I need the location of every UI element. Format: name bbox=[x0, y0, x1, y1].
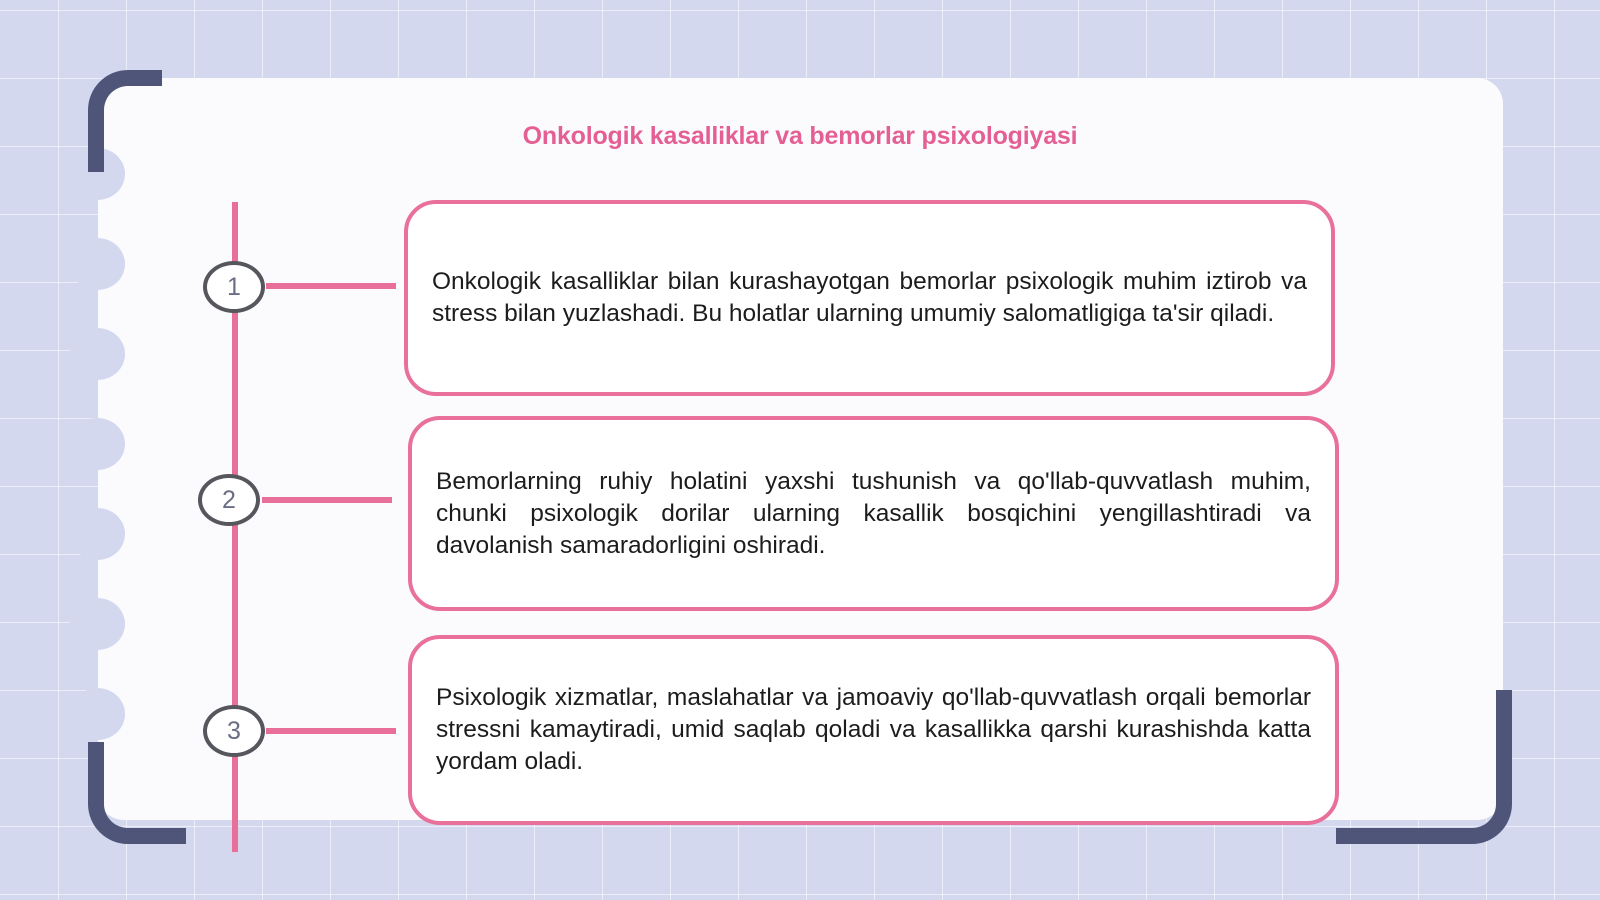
card-notch bbox=[70, 598, 125, 650]
frame-corner-bottom-right bbox=[1336, 690, 1512, 844]
frame-corner-bottom-left bbox=[88, 742, 186, 844]
card-notch bbox=[70, 418, 125, 470]
step-text-3: Psixologik xizmatlar, maslahatlar va jamoaviy qo'llab-quvvatlash orqali bemorlar stressni kamaytiradi, umid saqlab qoladi va kasallikka qarshi kurashishda katta yordam oladi. bbox=[436, 684, 1311, 775]
step-number-1: 1 bbox=[203, 261, 265, 313]
step-box-2 bbox=[408, 416, 1339, 611]
frame-corner-top-left bbox=[88, 70, 162, 172]
step-box-3 bbox=[408, 635, 1339, 825]
card-notch bbox=[70, 238, 125, 290]
card-notch bbox=[70, 508, 125, 560]
timeline-connector bbox=[262, 497, 392, 503]
step-number-3: 3 bbox=[203, 705, 265, 757]
step-text-2: Bemorlarning ruhiy holatini yaxshi tushunish va qo'llab-quvvatlash muhim, chunki psixologik dorilar ularning kasallik bosqichini yengillashtiradi va davolanish samaradorligini oshiradi. bbox=[436, 467, 1311, 559]
step-box-1 bbox=[404, 200, 1335, 396]
slide-title: Onkologik kasalliklar va bemorlar psixologiyasi bbox=[522, 122, 1078, 150]
step-number-2: 2 bbox=[198, 474, 260, 526]
timeline-connector bbox=[266, 728, 396, 734]
card-notch bbox=[70, 328, 125, 380]
step-text-1: Onkologik kasalliklar bilan kurashayotgan bemorlar psixologik muhim iztirob va stress bilan yuzlashadi. Bu holatlar ularning umumiy salomatligiga ta'sir qiladi. bbox=[432, 268, 1307, 327]
timeline-connector bbox=[266, 283, 396, 289]
card-notch bbox=[70, 688, 125, 740]
